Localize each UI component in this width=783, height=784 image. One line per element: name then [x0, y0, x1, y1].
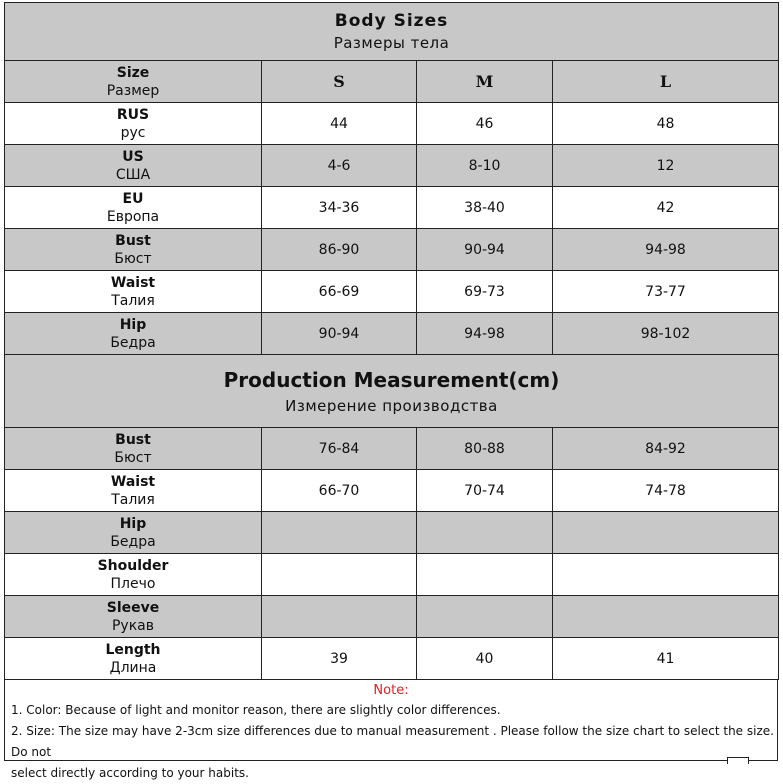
- value-cell: 39: [262, 638, 417, 680]
- note-line-2: 2. Size: The size may have 2-3cm size differences due to manual measurement . Please follow the size chart to select the size. Do not: [11, 724, 774, 759]
- row-label-ru: Талия: [111, 491, 155, 508]
- row-label-ru: Бедра: [110, 334, 156, 351]
- value-cell: [262, 512, 417, 554]
- row-label: [5, 271, 262, 313]
- table-row: [5, 229, 779, 271]
- row-label-ru: Европа: [106, 208, 160, 225]
- size-header-ru: Размер: [106, 82, 160, 99]
- value-cell: 80-88: [417, 428, 553, 470]
- note-line-1: 1. Color: Because of light and monitor reason, there are slightly color differences.: [11, 703, 501, 717]
- value-cell: 44: [262, 103, 417, 145]
- size-header-en: Size: [116, 64, 150, 81]
- value-cell: 98-102: [553, 313, 779, 355]
- value-cell: 69-73: [417, 271, 553, 313]
- notes-box: [4, 680, 778, 780]
- table-row: [5, 596, 779, 638]
- value-cell: [417, 512, 553, 554]
- value-cell: 90-94: [417, 229, 553, 271]
- value-cell: 40: [417, 638, 553, 680]
- table-row: [5, 470, 779, 512]
- table-row: [5, 638, 779, 680]
- size-m-header: M: [417, 61, 553, 103]
- row-label-en: Bust: [115, 431, 151, 448]
- row-label-en: Hip: [119, 316, 147, 333]
- row-label-ru: Талия: [111, 292, 155, 309]
- body-sizes-subtitle: Размеры тела: [333, 33, 450, 52]
- size-table: [4, 2, 779, 680]
- row-label: [5, 313, 262, 355]
- value-cell: 38-40: [417, 187, 553, 229]
- value-cell: 34-36: [262, 187, 417, 229]
- corner-mark: [727, 757, 749, 764]
- row-label-en: Hip: [119, 515, 147, 532]
- row-label: [5, 229, 262, 271]
- row-label-en: Shoulder: [97, 557, 169, 574]
- value-cell: 84-92: [553, 428, 779, 470]
- row-label-ru: Плечо: [110, 575, 156, 592]
- row-label-ru: Бюст: [114, 250, 152, 267]
- value-cell: 74-78: [553, 470, 779, 512]
- value-cell: [553, 554, 779, 596]
- row-label: [5, 470, 262, 512]
- row-label: [5, 187, 262, 229]
- row-label: [5, 428, 262, 470]
- production-section: [5, 355, 779, 680]
- table-row: [5, 313, 779, 355]
- value-cell: 94-98: [553, 229, 779, 271]
- row-label-en: Waist: [110, 274, 156, 291]
- table-row: [5, 512, 779, 554]
- size-s-header: S: [262, 61, 417, 103]
- table-row: [5, 187, 779, 229]
- value-cell: [417, 554, 553, 596]
- row-label: [5, 554, 262, 596]
- value-cell: 73-77: [553, 271, 779, 313]
- value-cell: 66-70: [262, 470, 417, 512]
- value-cell: [417, 596, 553, 638]
- table-row: [5, 554, 779, 596]
- row-label: [5, 638, 262, 680]
- body-sizes-section: [5, 3, 779, 355]
- value-cell: 8-10: [417, 145, 553, 187]
- note-line-3: select directly according to your habits.: [11, 766, 249, 780]
- value-cell: 86-90: [262, 229, 417, 271]
- value-cell: [262, 554, 417, 596]
- value-cell: 41: [553, 638, 779, 680]
- table-row: [5, 103, 779, 145]
- value-cell: 42: [553, 187, 779, 229]
- value-cell: [553, 512, 779, 554]
- row-label-en: Sleeve: [106, 599, 160, 616]
- production-subtitle: Измерение производства: [285, 397, 498, 415]
- note-title: Note:: [373, 683, 409, 698]
- row-label-ru: рус: [120, 124, 146, 141]
- row-label-en: RUS: [116, 106, 150, 123]
- value-cell: 76-84: [262, 428, 417, 470]
- value-cell: 46: [417, 103, 553, 145]
- value-cell: [262, 596, 417, 638]
- row-label-en: Waist: [110, 473, 156, 490]
- value-cell: 48: [553, 103, 779, 145]
- value-cell: 90-94: [262, 313, 417, 355]
- row-label: [5, 145, 262, 187]
- value-cell: 70-74: [417, 470, 553, 512]
- row-label-ru: Длина: [109, 659, 157, 676]
- size-header-label: [5, 61, 262, 103]
- table-row: [5, 428, 779, 470]
- value-cell: [553, 596, 779, 638]
- row-label-ru: Бюст: [114, 449, 152, 466]
- row-label-ru: Рукав: [111, 617, 154, 634]
- production-title: Production Measurement(cm): [223, 368, 560, 392]
- value-cell: 4-6: [262, 145, 417, 187]
- row-label-en: Length: [105, 641, 161, 658]
- row-label: [5, 512, 262, 554]
- value-cell: 94-98: [417, 313, 553, 355]
- production-header: [5, 355, 779, 428]
- size-l-header: L: [553, 61, 779, 103]
- row-label-ru: США: [115, 166, 151, 183]
- value-cell: 12: [553, 145, 779, 187]
- row-label: [5, 103, 262, 145]
- row-label-en: US: [122, 148, 144, 165]
- table-row: [5, 145, 779, 187]
- row-label: [5, 596, 262, 638]
- row-label-en: EU: [122, 190, 144, 207]
- size-chart: [4, 2, 778, 780]
- body-sizes-header: [5, 3, 779, 61]
- row-label-en: Bust: [115, 232, 151, 249]
- body-sizes-title: Body Sizes: [334, 10, 449, 31]
- table-row: [5, 271, 779, 313]
- value-cell: 66-69: [262, 271, 417, 313]
- row-label-ru: Бедра: [110, 533, 156, 550]
